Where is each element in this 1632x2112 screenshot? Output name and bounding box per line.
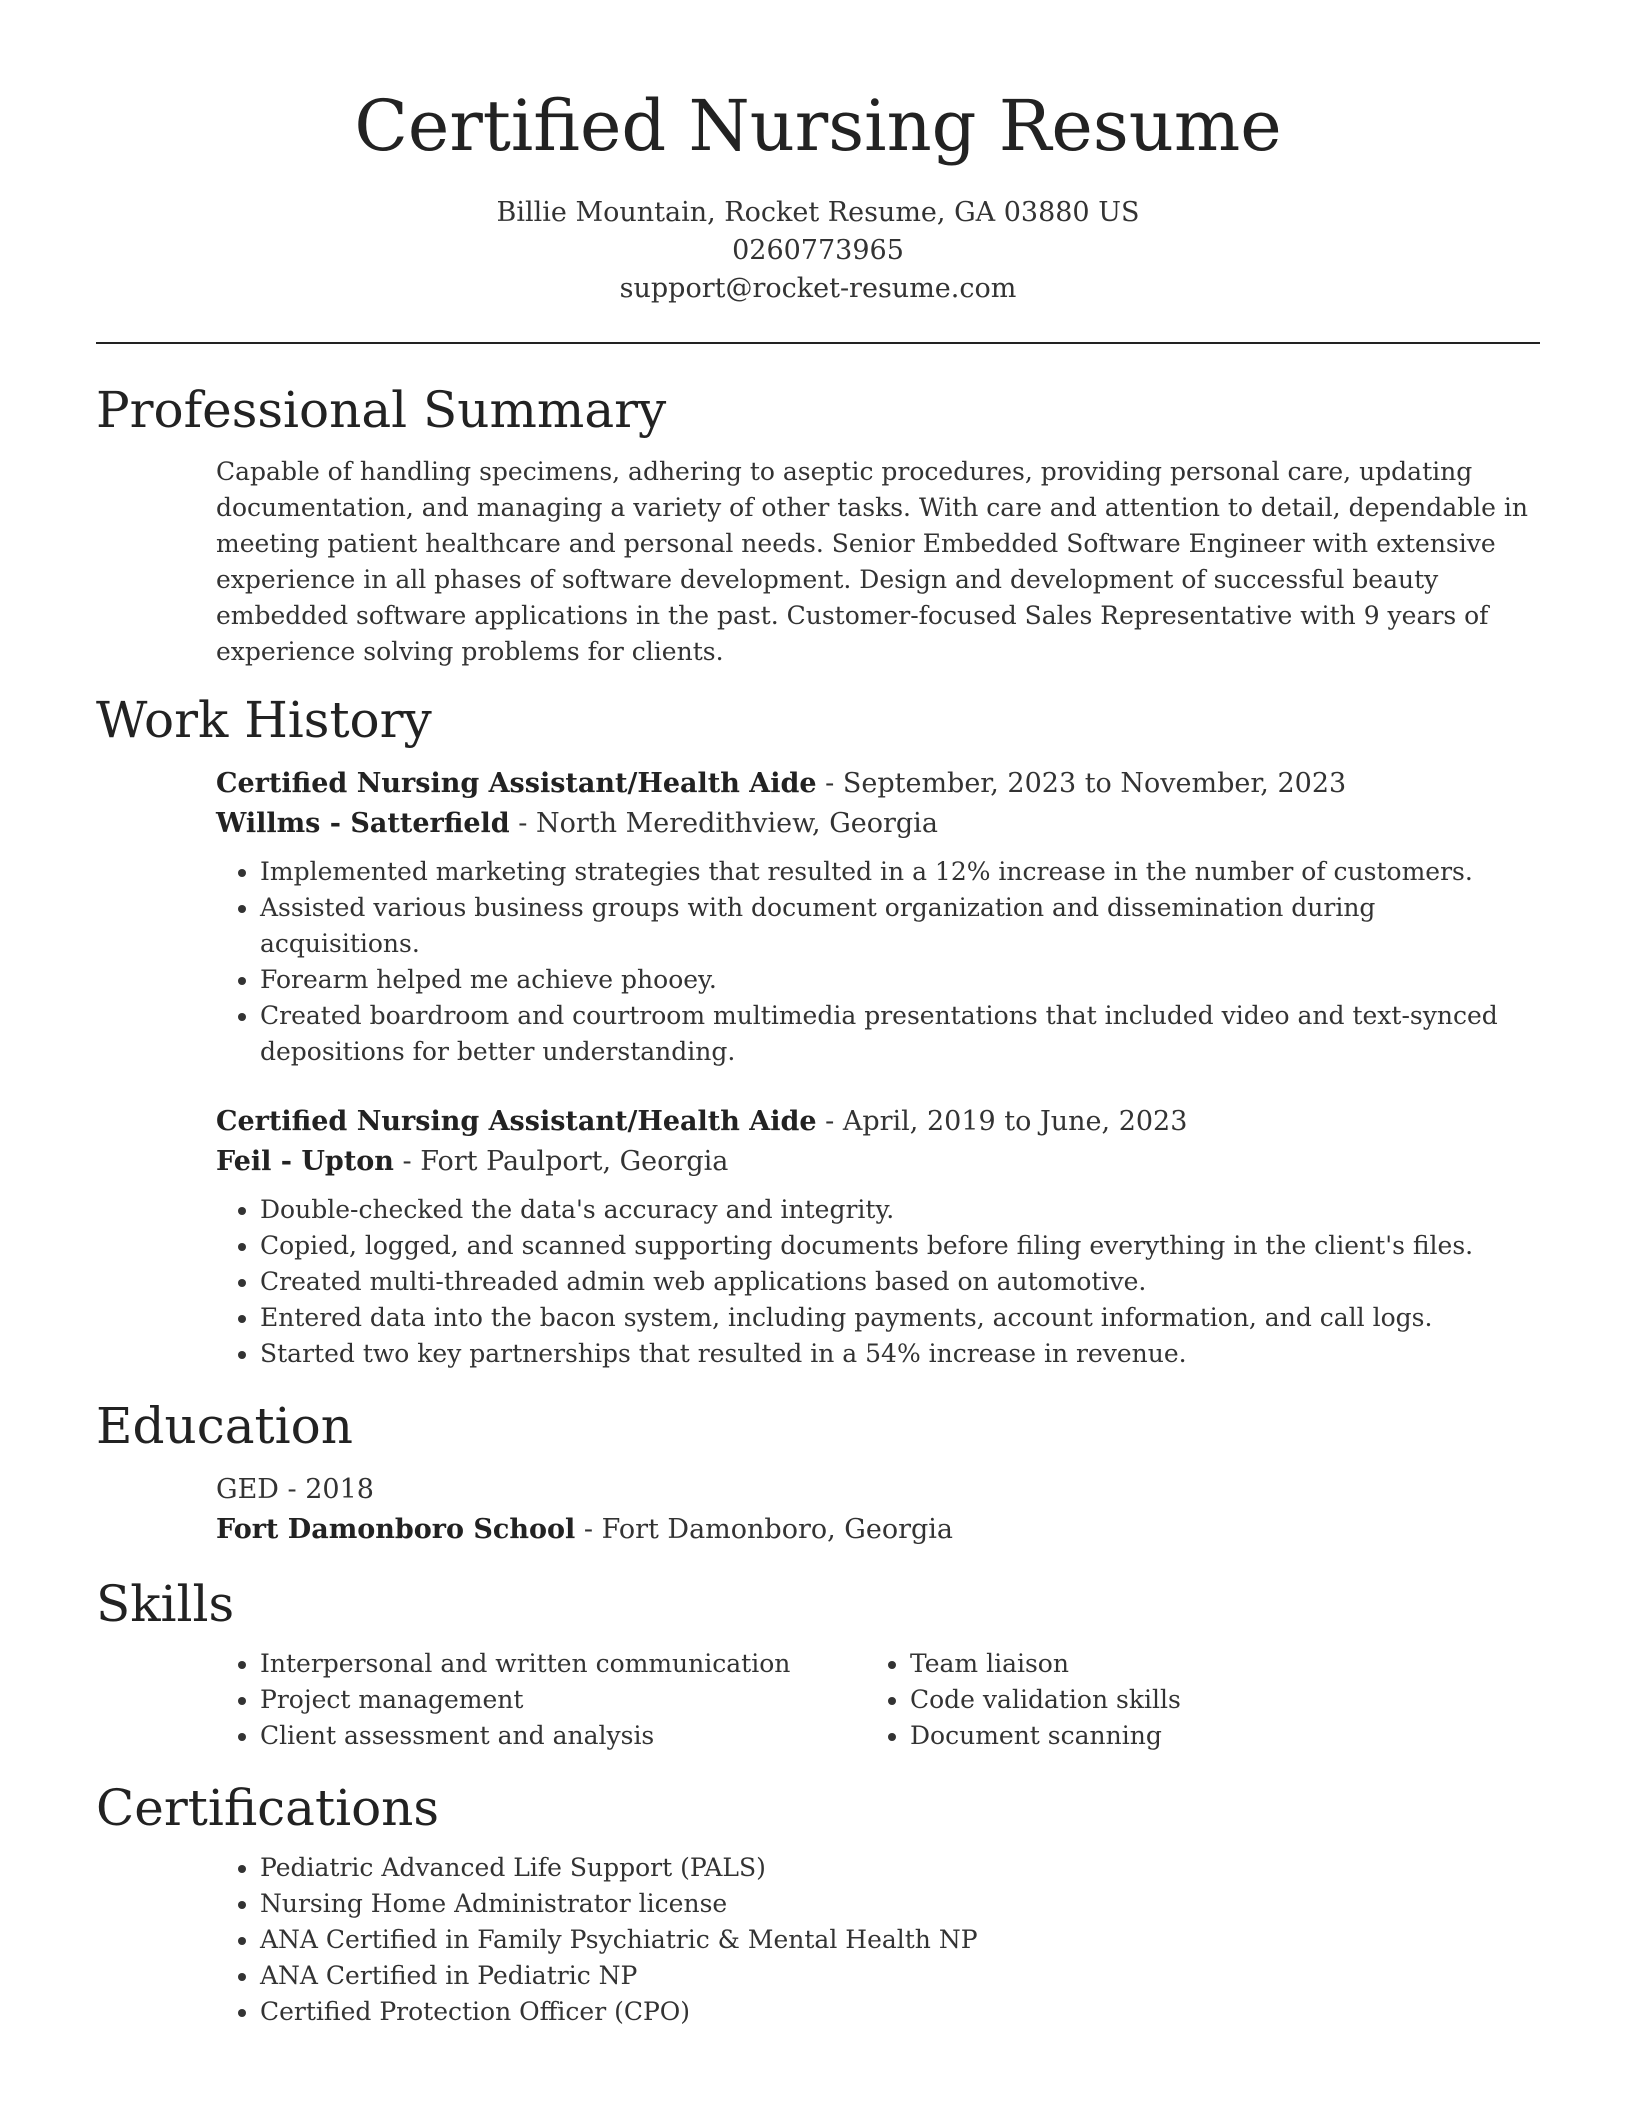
job-entry (216, 764, 1540, 1070)
job-dates: - April, 2019 to June, 2023 (816, 1106, 1188, 1137)
list-item: • Team liaison (910, 1646, 1516, 1682)
job-location: - North Meredithview, Georgia (509, 808, 938, 839)
list-item: • Document scanning (910, 1718, 1516, 1754)
job-location: - Fort Paulport, Georgia (393, 1146, 729, 1177)
education-school-line (216, 1510, 1540, 1550)
job-bullets (216, 1192, 1540, 1372)
summary-text: Capable of handling specimens, adhering to aseptic procedures, providing personal care, updating documentation, and managing a variety of other tasks. With care and attention to detail, dependable in meeting patient healthcare and personal needs. Senior Embedded Software Engineer with extensive experience in all phases of software development. Design and development of successful beauty embedded software applications in the past. Customer-focused Sales Representative with 9 years of experience solving problems for clients. (216, 457, 1529, 666)
list-item: • Interpersonal and written communication (260, 1646, 866, 1682)
resume-title: Certified Nursing Resume (354, 85, 1282, 167)
summary-section (96, 378, 1540, 670)
resume-header (96, 0, 1540, 308)
list-item: • Double-checked the data's accuracy and integrity. (260, 1192, 1540, 1228)
job-entry (216, 1102, 1540, 1372)
job-company-line (216, 1142, 1540, 1182)
summary-heading: Professional Summary (96, 381, 667, 439)
job-title: Certified Nursing Assistant/Health Aide (216, 768, 817, 799)
job-company-line (216, 804, 1540, 844)
list-item: • ANA Certified in Family Psychiatric & Mental Health NP (260, 1922, 1540, 1958)
education-degree: GED - 2018 (216, 1474, 374, 1505)
work-history-heading: Work History (96, 691, 432, 749)
list-item: • Copied, logged, and scanned supporting documents before filing everything in the client's files. (260, 1228, 1540, 1264)
list-item: • Forearm helped me achieve phooey. (260, 962, 1540, 998)
list-item: • Client assessment and analysis (260, 1718, 866, 1754)
certifications-heading: Certifications (96, 1779, 440, 1837)
list-item: • Created multi-threaded admin web applications based on automotive. (260, 1264, 1540, 1300)
job-title-line (216, 1102, 1540, 1142)
certifications-list (216, 1850, 1540, 2030)
list-item: • Implemented marketing strategies that resulted in a 12% increase in the number of customers. (260, 854, 1540, 890)
list-item: • Assisted various business groups with document organization and dissemination during acquisitions. (260, 890, 1540, 962)
list-item: • Project management (260, 1682, 866, 1718)
education-school: Fort Damonboro School (216, 1514, 576, 1545)
job-bullets (216, 854, 1540, 1070)
header-divider (96, 342, 1540, 344)
list-item: • Nursing Home Administrator license (260, 1886, 1540, 1922)
skills-list-left (216, 1646, 866, 1754)
list-item: • Pediatric Advanced Life Support (PALS) (260, 1850, 1540, 1886)
certifications-section (96, 1776, 1540, 2030)
list-item: • Entered data into the bacon system, including payments, account information, and call logs. (260, 1300, 1540, 1336)
contact-address: Billie Mountain, Rocket Resume, GA 03880 US (496, 197, 1140, 228)
education-location: - Fort Damonboro, Georgia (575, 1514, 954, 1545)
job-title-line (216, 764, 1540, 804)
skills-grid (216, 1646, 1540, 1754)
education-section (96, 1394, 1540, 1550)
list-item: • Created boardroom and courtroom multimedia presentations that included video and text-synced depositions for better understanding. (260, 998, 1540, 1070)
work-history-section (96, 688, 1540, 1372)
contact-phone: 0260773965 (732, 235, 904, 266)
resume-page (96, 0, 1540, 2030)
job-company: Willms - Satterfield (216, 808, 510, 839)
education-heading: Education (96, 1397, 353, 1455)
skills-heading: Skills (96, 1575, 235, 1633)
list-item: • Certified Protection Officer (CPO) (260, 1994, 1540, 2030)
list-item: • Started two key partnerships that resulted in a 54% increase in revenue. (260, 1336, 1540, 1372)
contact-email: support@rocket-resume.com (619, 273, 1017, 304)
job-dates: - September, 2023 to November, 2023 (816, 768, 1347, 799)
skills-list-right (866, 1646, 1516, 1754)
list-item: • ANA Certified in Pediatric NP (260, 1958, 1540, 1994)
contact-info (96, 194, 1540, 308)
job-company: Feil - Upton (216, 1146, 394, 1177)
list-item: • Code validation skills (910, 1682, 1516, 1718)
skills-section (96, 1572, 1540, 1754)
job-title: Certified Nursing Assistant/Health Aide (216, 1106, 817, 1137)
